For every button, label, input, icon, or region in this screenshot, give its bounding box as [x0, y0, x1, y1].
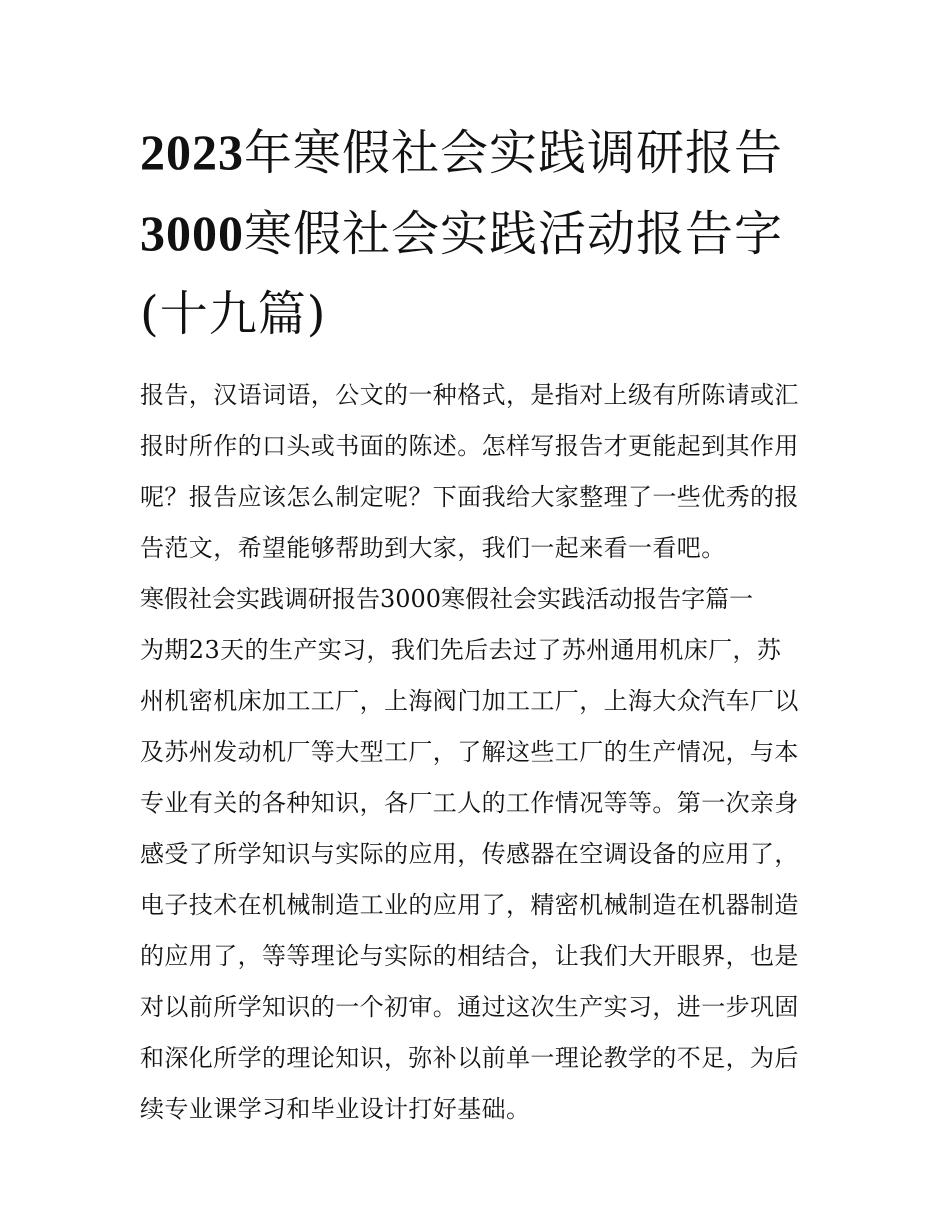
intro-line: 告范文，希望能够帮助到大家，我们一起来看一看吧。	[140, 534, 726, 562]
body-line: 为期23天的生产实习，我们先后去过了苏州通用机床厂，苏	[140, 636, 782, 664]
document-content	[140, 112, 812, 1135]
document-title	[140, 112, 812, 354]
body-line: 的应用了，等等理论与实际的相结合，让我们大开眼界，也是	[140, 942, 799, 970]
body-line: 电子技术在机械制造工业的应用了，精密机械制造在机器制造	[140, 891, 799, 919]
title-line2-text: 寒假社会实践活动报告字	[244, 206, 784, 262]
body-line: 专业有关的各种知识，各厂工人的工作情况等等。第一次亲身	[140, 789, 799, 817]
title-year: 2023	[140, 124, 244, 180]
intro-paragraph	[140, 370, 812, 574]
title-word-count: 3000	[140, 205, 244, 261]
intro-line: 报告，汉语词语，公文的一种格式，是指对上级有所陈请或汇	[140, 381, 799, 409]
body-line: 对以前所学知识的一个初审。通过这次生产实习，进一步巩固	[140, 993, 799, 1021]
body-paragraph	[140, 625, 812, 1135]
body-line: 感受了所学知识与实际的应用，传感器在空调设备的应用了，	[140, 840, 799, 868]
section-heading: 寒假社会实践调研报告3000寒假社会实践活动报告字篇一	[140, 585, 754, 613]
title-line3-text: (十九篇)	[140, 286, 327, 342]
title-line1-text: 年寒假社会实践调研报告	[244, 125, 784, 181]
body-line: 和深化所学的理论知识，弥补以前单一理论教学的不足，为后	[140, 1044, 799, 1072]
intro-line: 呢？报告应该怎么制定呢？下面我给大家整理了一些优秀的报	[140, 483, 799, 511]
intro-line: 报时所作的口头或书面的陈述。怎样写报告才更能起到其作用	[140, 432, 799, 460]
body-line: 州机密机床加工工厂，上海阀门加工工厂，上海大众汽车厂以	[140, 687, 799, 715]
body-line: 续专业课学习和毕业设计打好基础。	[140, 1095, 531, 1123]
body-line: 及苏州发动机厂等大型工厂，了解这些工厂的生产情况，与本	[140, 738, 799, 766]
